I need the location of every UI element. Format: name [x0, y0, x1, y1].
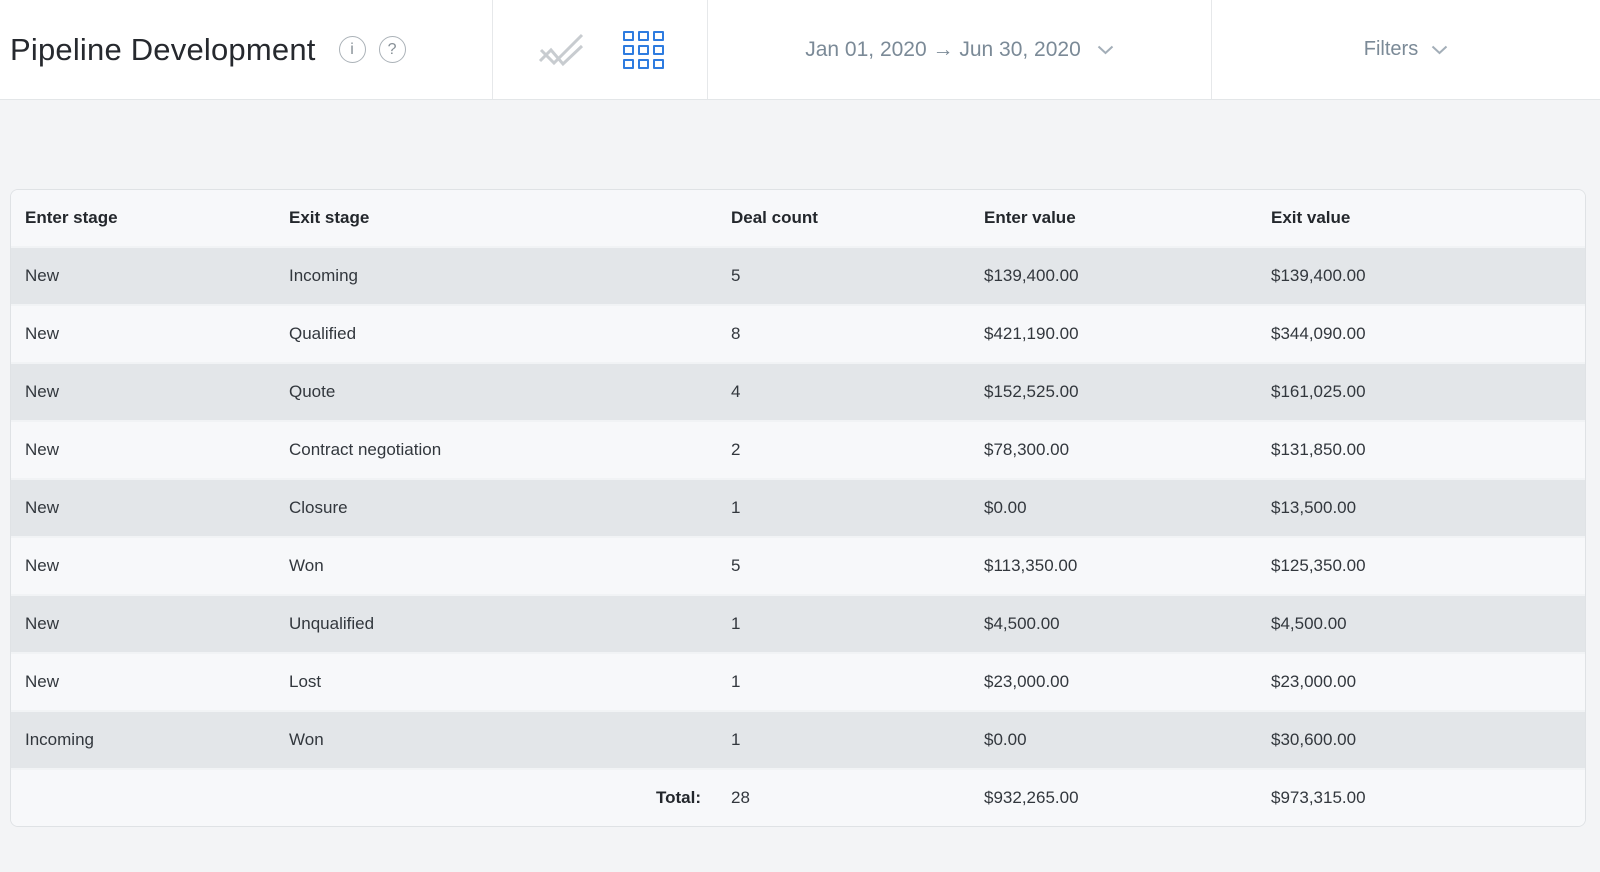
- table-row[interactable]: [11, 710, 1585, 768]
- top-bar: [0, 0, 1600, 100]
- table-row[interactable]: [11, 304, 1585, 362]
- date-range-label: Jan 01, 2020 → Jun 30, 2020: [805, 37, 1081, 61]
- cell-enter-stage: New: [11, 362, 275, 420]
- cell-deal-count: 8: [717, 304, 970, 362]
- cell-exit-stage: Unqualified: [275, 594, 717, 652]
- cell-deal-count: 4: [717, 362, 970, 420]
- table-row[interactable]: [11, 652, 1585, 710]
- total-enter-value: $932,265.00: [970, 768, 1257, 826]
- table-row[interactable]: [11, 536, 1585, 594]
- cell-enter-stage: Incoming: [11, 710, 275, 768]
- cell-exit-value: $13,500.00: [1257, 478, 1585, 536]
- cell-enter-stage: New: [11, 594, 275, 652]
- cell-exit-stage: Quote: [275, 362, 717, 420]
- column-header-deal-count: Deal count: [717, 190, 970, 246]
- cell-deal-count: 1: [717, 594, 970, 652]
- table-row[interactable]: [11, 478, 1585, 536]
- cell-exit-value: $131,850.00: [1257, 420, 1585, 478]
- cell-enter-stage: New: [11, 420, 275, 478]
- chart-view-icon[interactable]: [537, 31, 585, 69]
- cell-exit-stage: Closure: [275, 478, 717, 536]
- cell-exit-stage: Lost: [275, 652, 717, 710]
- cell-enter-stage: New: [11, 536, 275, 594]
- cell-deal-count: 2: [717, 420, 970, 478]
- cell-enter-value: $78,300.00: [970, 420, 1257, 478]
- column-header-enter-value: Enter value: [970, 190, 1257, 246]
- cell-deal-count: 1: [717, 652, 970, 710]
- cell-enter-value: $4,500.00: [970, 594, 1257, 652]
- grid-view-icon[interactable]: [623, 31, 664, 69]
- filters-dropdown[interactable]: [1212, 0, 1600, 99]
- column-header-exit-value: Exit value: [1257, 190, 1585, 246]
- cell-deal-count: 1: [717, 478, 970, 536]
- cell-exit-value: $139,400.00: [1257, 246, 1585, 304]
- pipeline-development-table: [10, 189, 1586, 827]
- cell-enter-stage: New: [11, 246, 275, 304]
- cell-enter-stage: New: [11, 478, 275, 536]
- cell-enter-value: $0.00: [970, 478, 1257, 536]
- table-row[interactable]: [11, 594, 1585, 652]
- table-row[interactable]: [11, 246, 1585, 304]
- total-deal-count: 28: [717, 768, 970, 826]
- column-header-enter-stage: Enter stage: [11, 190, 275, 246]
- cell-enter-stage: New: [11, 304, 275, 362]
- table-row[interactable]: [11, 420, 1585, 478]
- cell-exit-value: $4,500.00: [1257, 594, 1585, 652]
- view-toggle-group: [493, 0, 708, 99]
- cell-enter-value: $421,190.00: [970, 304, 1257, 362]
- filters-label: Filters: [1363, 38, 1419, 60]
- cell-exit-value: $30,600.00: [1257, 710, 1585, 768]
- report-title-section: [0, 0, 493, 99]
- cell-empty: [11, 768, 275, 826]
- cell-deal-count: 1: [717, 710, 970, 768]
- cell-exit-stage: Won: [275, 710, 717, 768]
- cell-deal-count: 5: [717, 246, 970, 304]
- cell-exit-stage: Won: [275, 536, 717, 594]
- total-exit-value: $973,315.00: [1257, 768, 1585, 826]
- column-header-exit-stage: Exit stage: [275, 190, 717, 246]
- cell-enter-value: $23,000.00: [970, 652, 1257, 710]
- cell-exit-value: $161,025.00: [1257, 362, 1585, 420]
- cell-exit-stage: Qualified: [275, 304, 717, 362]
- cell-exit-value: $125,350.00: [1257, 536, 1585, 594]
- cell-exit-stage: Incoming: [275, 246, 717, 304]
- page-title: Pipeline Development: [10, 31, 316, 67]
- cell-exit-stage: Contract negotiation: [275, 420, 717, 478]
- table-row[interactable]: [11, 362, 1585, 420]
- table-body: [11, 246, 1585, 768]
- cell-enter-stage: New: [11, 652, 275, 710]
- total-row: [11, 768, 1585, 826]
- total-label: Total:: [275, 768, 717, 826]
- cell-deal-count: 5: [717, 536, 970, 594]
- cell-enter-value: $152,525.00: [970, 362, 1257, 420]
- chevron-down-icon: [1097, 45, 1114, 55]
- cell-exit-value: $344,090.00: [1257, 304, 1585, 362]
- chevron-down-icon: [1431, 45, 1448, 55]
- cell-exit-value: $23,000.00: [1257, 652, 1585, 710]
- info-icon[interactable]: i: [339, 36, 366, 63]
- cell-enter-value: $139,400.00: [970, 246, 1257, 304]
- cell-enter-value: $113,350.00: [970, 536, 1257, 594]
- table-header: [11, 190, 1585, 246]
- help-icon[interactable]: ?: [379, 36, 406, 63]
- cell-enter-value: $0.00: [970, 710, 1257, 768]
- date-range-selector[interactable]: [708, 0, 1212, 99]
- table-footer: [11, 768, 1585, 826]
